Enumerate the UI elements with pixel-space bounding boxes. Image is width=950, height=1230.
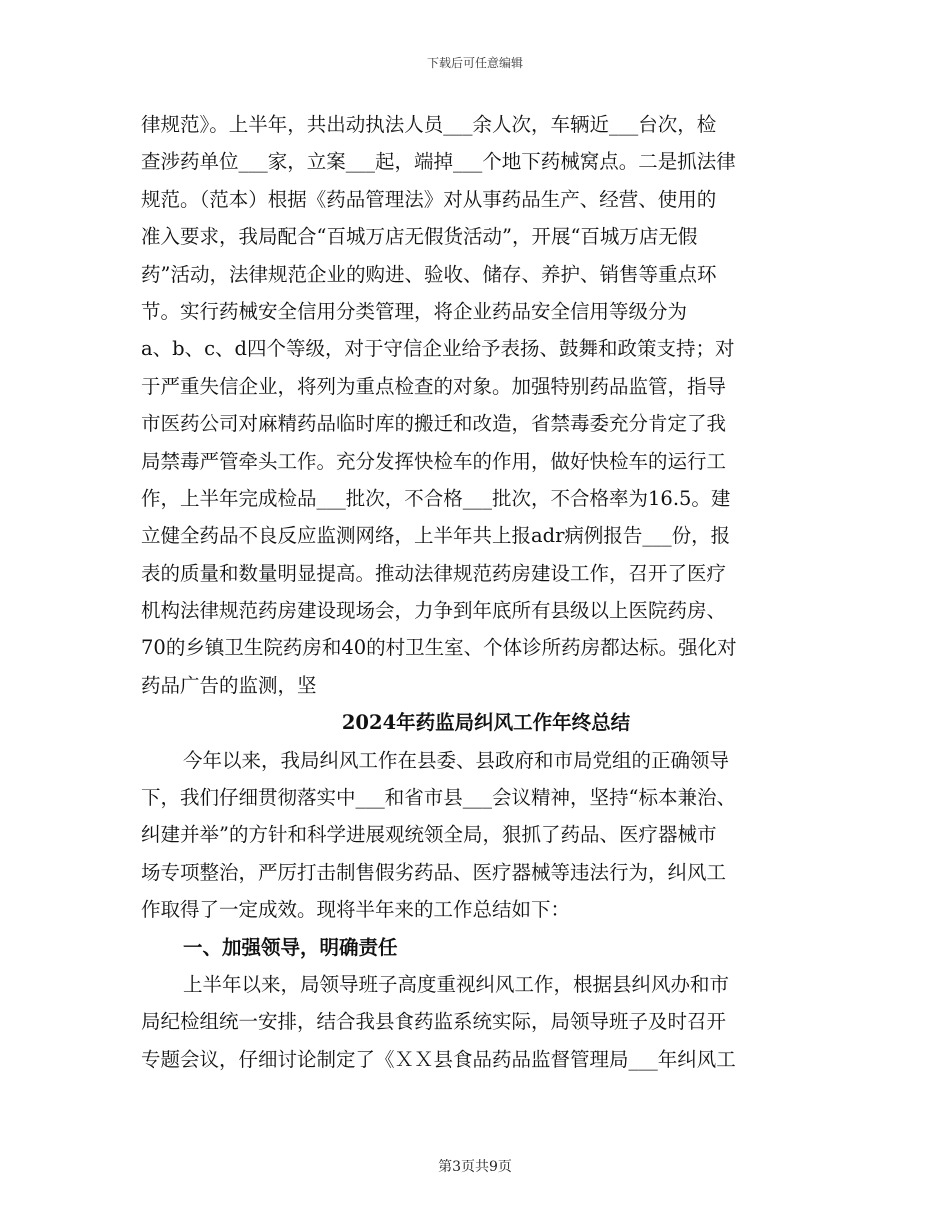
- section-title: 2024年药监局纠风工作年终总结: [341, 711, 631, 735]
- document-body: [141, 106, 831, 1078]
- body-line: 市医药公司对麻精药品临时库的搬迁和改造，省禁毒委充分肯定了我: [141, 412, 727, 436]
- page-number: 第3页共9页: [438, 1159, 512, 1175]
- body-line: 表的质量和数量明显提高。推动法律规范药房建设工作，召开了医疗: [141, 561, 727, 585]
- intro-line: 下，我们仔细贯彻落实中___和省市县___会议精神，坚持“标本兼治、: [141, 786, 736, 810]
- page-header-note: 下载后可任意编辑: [426, 56, 523, 70]
- body-line: 70的乡镇卫生院药房和40的村卫生室、个体诊所药房都达标。强化对: [141, 636, 737, 660]
- body-line: 于严重失信企业，将列为重点检查的对象。加强特别药品监管，指导: [141, 374, 727, 398]
- body-line: 查涉药单位___家，立案___起，端掉___个地下药械窝点。二是抓法律: [141, 150, 736, 174]
- section1-line: 专题会议，仔细讨论制定了《ＸＸ县食品药品监督管理局___年纠风工: [141, 1047, 736, 1071]
- body-line: 立健全药品不良反应监测网络，上半年共上报adr病例报告___份，报: [141, 524, 731, 548]
- body-line: 节。实行药械安全信用分类管理，将企业药品安全信用等级分为: [141, 299, 688, 323]
- subsection-heading: 一、加强领导，明确责任: [183, 935, 398, 959]
- section1-line: 上半年以来，局领导班子高度重视纠风工作，根据县纠风办和市: [183, 972, 730, 996]
- body-line: 机构法律规范药房建设现场会，力争到年底所有县级以上医院药房、: [141, 599, 727, 623]
- body-line: 药品广告的监测，坚: [141, 673, 317, 697]
- body-line: 药”活动，法律规范企业的购进、验收、储存、养护、销售等重点环: [141, 262, 717, 286]
- body-line: 作，上半年完成检品___批次，不合格___批次，不合格率为16.5。建: [141, 486, 731, 510]
- intro-line: 纠建并举”的方针和科学进展观统领全局，狠抓了药品、医疗器械市: [141, 823, 717, 847]
- section1-line: 局纪检组统一安排，结合我县食药监系统实际，局领导班子及时召开: [141, 1010, 727, 1034]
- body-line: 规范。（范本）根据《药品管理法》对从事药品生产、经营、使用的: [141, 187, 717, 211]
- body-line: 准入要求，我局配合“百城万店无假货活动”，开展“百城万店无假: [141, 225, 698, 249]
- body-line: 局禁毒严管牵头工作。充分发挥快检车的作用，做好快检车的运行工: [141, 449, 727, 473]
- body-line: a、b、c、d四个等级，对于守信企业给予表扬、鼓舞和政策支持；对: [141, 337, 735, 361]
- intro-line: 作取得了一定成效。现将半年来的工作总结如下：: [141, 898, 571, 922]
- intro-line: 场专项整治，严厉打击制售假劣药品、医疗器械等违法行为，纠风工: [141, 860, 727, 884]
- body-line: 律规范》。上半年，共出动执法人员___余人次，车辆近___台次，检: [141, 113, 717, 136]
- intro-line: 今年以来，我局纠风工作在县委、县政府和市局党组的正确领导: [183, 748, 730, 772]
